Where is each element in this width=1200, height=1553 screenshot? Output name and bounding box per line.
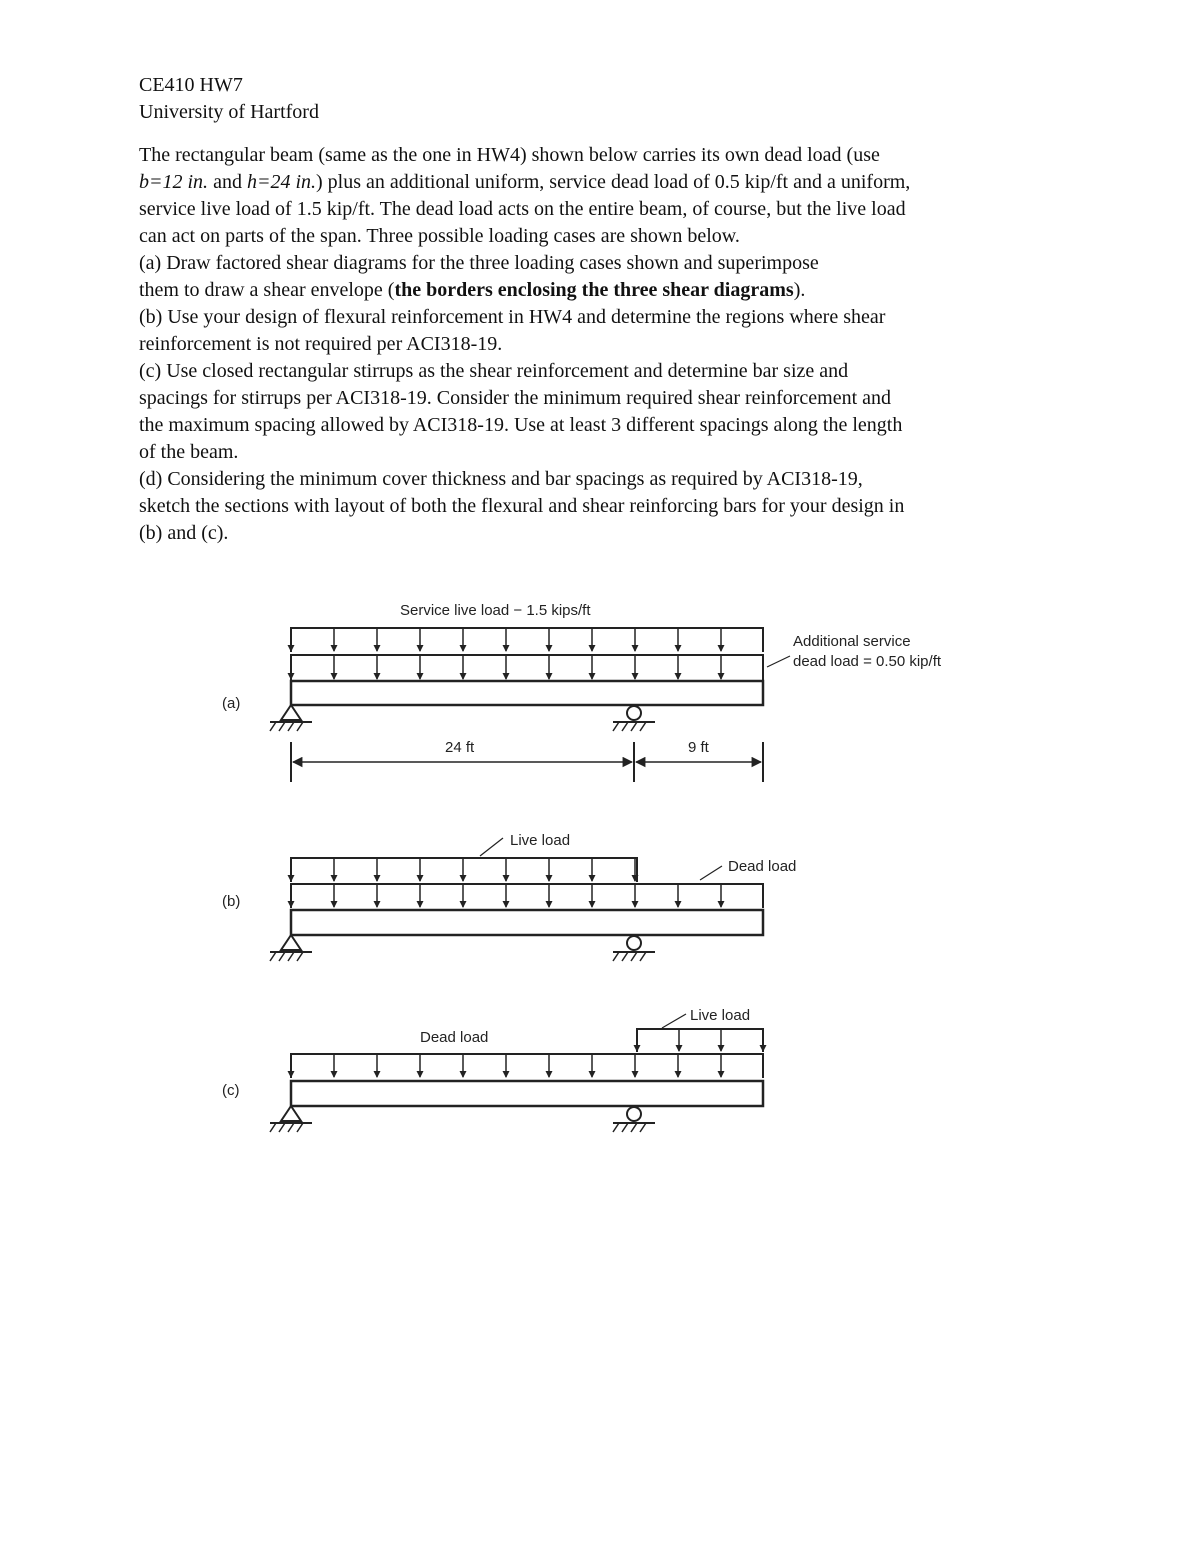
part-c-line-3: the maximum spacing allowed by ACI318-19. Use at least 3 different spacings along the length (139, 414, 903, 436)
case-b-dead-load-label: Dead load (728, 858, 797, 875)
part-d-line-3: (b) and (c). (139, 522, 229, 544)
load-arrow-head (288, 673, 295, 680)
load-arrow-head (331, 875, 338, 882)
part-c-line-2: spacings for stirrups per ACI318-19. Consider the minimum required shear reinforcement and (139, 387, 892, 409)
height-value: h=24 in. (246, 171, 317, 193)
load-arrow-head (460, 1071, 467, 1078)
case-c-beam (291, 1081, 763, 1106)
load-arrow-head (288, 901, 295, 908)
case-a-roller-support (613, 706, 655, 731)
load-arrow-head (675, 901, 682, 908)
case-a-dead-load-arrows (288, 655, 725, 680)
load-arrow-head (546, 645, 553, 652)
case-a-dead-load-label-1: Additional service (793, 633, 911, 650)
span-overhang-label: 9 ft (688, 739, 709, 756)
case-c-dead-load-label: Dead load (420, 1029, 489, 1046)
load-arrow-head (417, 673, 424, 680)
case-a-diagram (222, 602, 942, 782)
load-arrow-head (374, 645, 381, 652)
case-b-beam (291, 910, 763, 935)
case-a-dead-load-label-2: dead load = 0.50 kip/ft (793, 653, 942, 670)
part-c-line-1: (c) Use closed rectangular stirrups as the shear reinforcement and determine bar size and (139, 360, 849, 382)
load-arrow-head (374, 875, 381, 882)
load-arrow-head (331, 645, 338, 652)
load-arrow-head (374, 673, 381, 680)
case-b-live-leader (480, 838, 503, 856)
course-title: CE410 HW7 (139, 74, 243, 96)
part-b-line-2: reinforcement is not required per ACI318-19. (139, 333, 503, 355)
load-arrow-head (460, 875, 467, 882)
case-c-roller-support (613, 1107, 655, 1132)
case-a-leader-line (767, 656, 790, 667)
load-arrow-head (634, 1045, 641, 1052)
problem-line-2-rest: ) plus an additional uniform, service dead load of 0.5 kip/ft and a uniform, (316, 171, 911, 193)
case-b-roller-support (613, 936, 655, 961)
load-arrow-head (546, 875, 553, 882)
load-arrow-head (417, 875, 424, 882)
load-arrow-head (503, 1071, 510, 1078)
load-arrow-head (288, 1071, 295, 1078)
load-arrow-head (632, 673, 639, 680)
load-arrow-head (374, 1071, 381, 1078)
load-arrow-head (632, 645, 639, 652)
problem-line-3: service live load of 1.5 kip/ft. The dead load acts on the entire beam, of course, but the live load (139, 198, 906, 220)
part-b-line-1: (b) Use your design of flexural reinforcement in HW4 and determine the regions where shear (139, 306, 886, 328)
university-name: University of Hartford (139, 101, 319, 123)
case-b-pin-support (270, 935, 312, 961)
load-arrow-head (675, 1071, 682, 1078)
load-arrow-head (760, 1045, 767, 1052)
case-a-beam (291, 681, 763, 705)
case-b-dead-load-arrows (288, 884, 725, 908)
load-arrow-head (460, 673, 467, 680)
case-b-live-load-arrows (288, 858, 639, 882)
and-word: and (208, 171, 247, 193)
case-c-dead-load-arrows (288, 1054, 725, 1078)
load-arrow-head (546, 1071, 553, 1078)
load-arrow-head (675, 645, 682, 652)
load-arrow-head (589, 673, 596, 680)
load-arrow-head (632, 1071, 639, 1078)
part-a-bold: the borders enclosing the three shear diagrams (394, 279, 794, 301)
load-arrow-head (589, 645, 596, 652)
load-arrow-head (632, 901, 639, 908)
load-arrow-head (718, 1071, 725, 1078)
load-arrow-head (288, 875, 295, 882)
case-c-live-load-arrows (634, 1029, 767, 1052)
load-arrow-head (503, 645, 510, 652)
case-c-pin-support (270, 1106, 312, 1132)
case-c-live-load-label: Live load (690, 1007, 751, 1024)
load-arrow-head (546, 901, 553, 908)
case-b-live-load-label: Live load (510, 832, 571, 849)
problem-line-1: The rectangular beam (same as the one in HW4) shown below carries its own dead load (use (139, 144, 880, 166)
load-arrow-head (331, 1071, 338, 1078)
part-a-end: ). (793, 279, 806, 301)
load-arrow-head (675, 673, 682, 680)
span-main-label: 24 ft (445, 739, 475, 756)
case-b-dead-load-block (291, 884, 763, 908)
case-c-live-load-block (637, 1029, 763, 1052)
part-a-text: them to draw a shear envelope ( (139, 279, 395, 301)
load-arrow-head (374, 901, 381, 908)
case-c-diagram (222, 1007, 767, 1132)
load-arrow-head (676, 1045, 683, 1052)
part-d-line-2: sketch the sections with layout of both the flexural and shear reinforcing bars for your design in (139, 495, 905, 517)
load-arrow-head (331, 673, 338, 680)
load-arrow-head (546, 673, 553, 680)
case-c-label: (c) (222, 1082, 240, 1099)
width-value: b=12 in. (139, 171, 209, 193)
load-arrow-head (589, 901, 596, 908)
load-arrow-head (503, 901, 510, 908)
case-c-dead-load-block (291, 1054, 763, 1078)
case-a-label: (a) (222, 695, 241, 712)
load-arrow-head (460, 645, 467, 652)
load-arrow-head (718, 673, 725, 680)
case-a-pin-support (270, 705, 312, 731)
load-arrow-head (718, 1045, 725, 1052)
load-arrow-head (417, 901, 424, 908)
part-d-line-1: (d) Considering the minimum cover thickness and bar spacings as required by ACI318-19, (139, 468, 863, 490)
case-a-live-load-block (291, 628, 763, 652)
case-b-dead-leader (700, 866, 722, 880)
case-a-dead-load-block (291, 655, 763, 680)
load-arrow-head (718, 645, 725, 652)
load-arrow-head (460, 901, 467, 908)
load-arrow-head (331, 901, 338, 908)
load-arrow-head (417, 1071, 424, 1078)
case-b-diagram (222, 832, 796, 961)
case-b-label: (b) (222, 893, 241, 910)
load-arrow-head (503, 673, 510, 680)
load-arrow-head (589, 1071, 596, 1078)
case-a-live-load-arrows (288, 628, 725, 652)
part-a-line-1: (a) Draw factored shear diagrams for the three loading cases shown and superimpose (139, 252, 819, 274)
load-arrow-head (503, 875, 510, 882)
case-c-live-leader (662, 1014, 686, 1028)
part-c-line-4: of the beam. (139, 441, 239, 463)
load-arrow-head (718, 901, 725, 908)
problem-line-4: can act on parts of the span. Three possible loading cases are shown below. (139, 225, 740, 247)
case-a-live-load-label: Service live load − 1.5 kips/ft (400, 602, 591, 619)
load-arrow-head (589, 875, 596, 882)
load-arrow-head (288, 645, 295, 652)
load-arrow-head (417, 645, 424, 652)
